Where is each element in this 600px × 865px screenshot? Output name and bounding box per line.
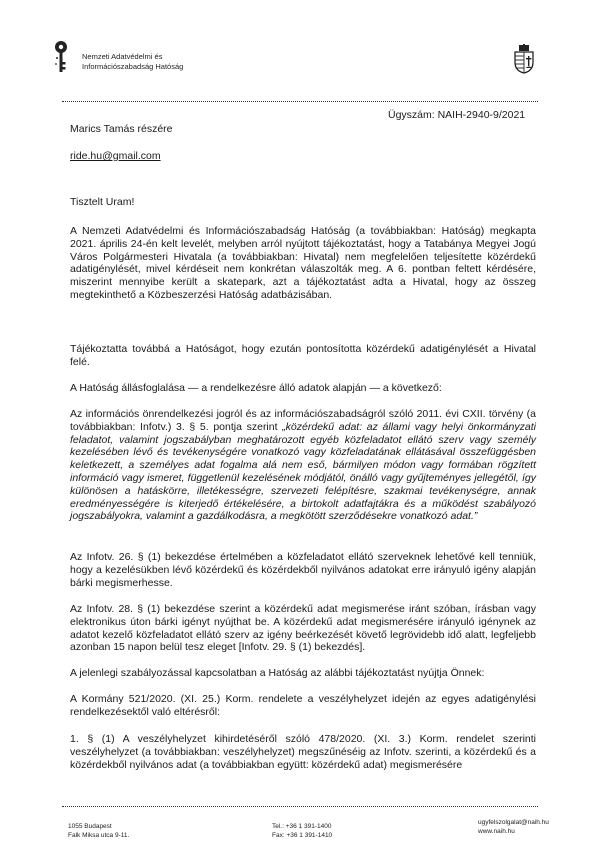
paragraph-3: A Hatóság állásfoglalása — a rendelkezésre álló adatok alapján — a következő: [70,382,442,394]
footer-divider [62,806,538,807]
footer-address-line2: Falk Miksa utca 9-11. [68,832,130,839]
salutation: Tisztelt Uram! [70,196,135,208]
footer-fax: Fax: +36 1 391-1410 [272,832,333,839]
hungarian-coat-of-arms-icon [513,44,535,74]
paragraph-4-quote: „közérdekű adat: az állami vagy helyi önkormányzati feladatot, valamint jogszabályban meghatározott egyéb közfeladatot ellátó szerv vagy személy kezelésében lévő és tevékenységére vonatkozó vagy közfeladatának ellátásával összefüggésben keletkezett, a személyes adat fogalma alá nem eső, bármilyen módon vagy formában rögzített információ vagy ismeret, függetlenül kezelésének módjától, önálló vagy gyűjteményes jellegétől, így különösen a hatáskörre, illetékességre, szervezeti felépítésre, szakmai tevékenységre, annak eredményességére is kiterjedő értékelésére, a birtokolt adatfajtákra és a működést szabályozó jogszabályokra, valamint a gazdálkodásra, a megkötött szerződésekre vonatkozó adat.” [70,420,536,523]
key-icon [54,40,68,74]
footer-phone [272,822,332,840]
organization-name [82,52,183,72]
footer-contact [478,818,549,836]
recipient-email-link[interactable]: ride.hu@gmail.com [70,150,161,162]
paragraph-2: Tájékoztatta továbbá a Hatóságot, hogy ezután pontosította közérdekű adatigénylését a Hivatal felé. [70,343,536,368]
paragraph-1: A Nemzeti Adatvédelmi és Információszabadság Hatóság (a továbbiakban: Hatóság) megkapta 2021. április 24-én kelt levelét, melyben arról nyújtott tájékoztatást, hogy a Tatabánya Megyei Jogú Város Polgármesteri Hivatala (a továbbiakban: Hivatal) nem megfelelően teljesítette közérdekű adatigénylését, mivel kérdéseit nem konkrétan válaszolták meg. A 6. pontban feltett kérdésére, miszerint mennyibe került a skatepark, azt a tájékoztatást adta a Hivatal, hogy az összeg megtekinthető a Közbeszerzési Hatóság adatbázisában. [70,225,536,301]
footer-address-line1: 1055 Budapest [68,823,112,830]
org-name-line2: Információszabadság Hatóság [82,62,184,71]
footer-email-link[interactable]: ugyfelszolgalat@naih.hu [478,819,549,826]
paragraph-6: Az Infotv. 28. § (1) bekezdése szerint a közérdekű adat megismerése iránt szóban, írásban vagy elektronikus úton bárki igényt nyújthat be. A közérdekű adat megismerésére irányuló igénynek az adatot kezelő közfeladatot ellátó szerv az igény beérkezését követő legrövidebb idő alatt, legfeljebb azonban 15 napon belül tesz eleget [Infotv. 29. § (1) bekezdés]. [70,603,536,654]
paragraph-5: Az Infotv. 26. § (1) bekezdése értelmében a közfeladatot ellátó szerveknek lehetővé kell tenniük, hogy a kezelésükben lévő közérdekű és közérdekből nyilvános adatokat erre irányuló igény alapján bárki megismerhesse. [70,551,536,589]
paragraph-9: 1. § (1) A veszélyhelyzet kihirdetéséről szóló 478/2020. (XI. 3.) Korm. rendelet szerinti veszélyhelyzet (a továbbiakban: veszélyhelyzet) megszűnéséig az Infotv. szerinti, a közérdekű és a közérdekből nyilvános adat (a továbbiakban együtt: közérdekű adat) megismerésére [70,733,536,771]
footer-web-link[interactable]: www.naih.hu [478,828,515,835]
header-divider [62,101,538,102]
paragraph-4 [70,408,536,523]
paragraph-4-text: Az információs önrendelkezési jogról és az információszabadságról szóló 2011. évi CXII. törvény (a továbbiakban: Infotv.) 3. § 5. pontja szerint [70,408,536,433]
paragraph-8: A Kormány 521/2020. (XI. 25.) Korm. rendelete a veszélyhelyzet idején az egyes adatigénylési rendelkezésektől való eltérésről: [70,693,536,718]
org-name-line1: Nemzeti Adatvédelmi és [82,52,163,61]
footer-address [68,822,129,840]
recipient-name: Marics Tamás részére [70,123,173,135]
paragraph-7: A jelenlegi szabályozással kapcsolatban a Hatóság az alábbi tájékoztatást nyújtja Önnek: [70,667,485,679]
footer-tel: Tel.: +36 1 391-1400 [272,823,332,830]
case-number: Ügyszám: NAIH-2940-9/2021 [388,109,526,121]
